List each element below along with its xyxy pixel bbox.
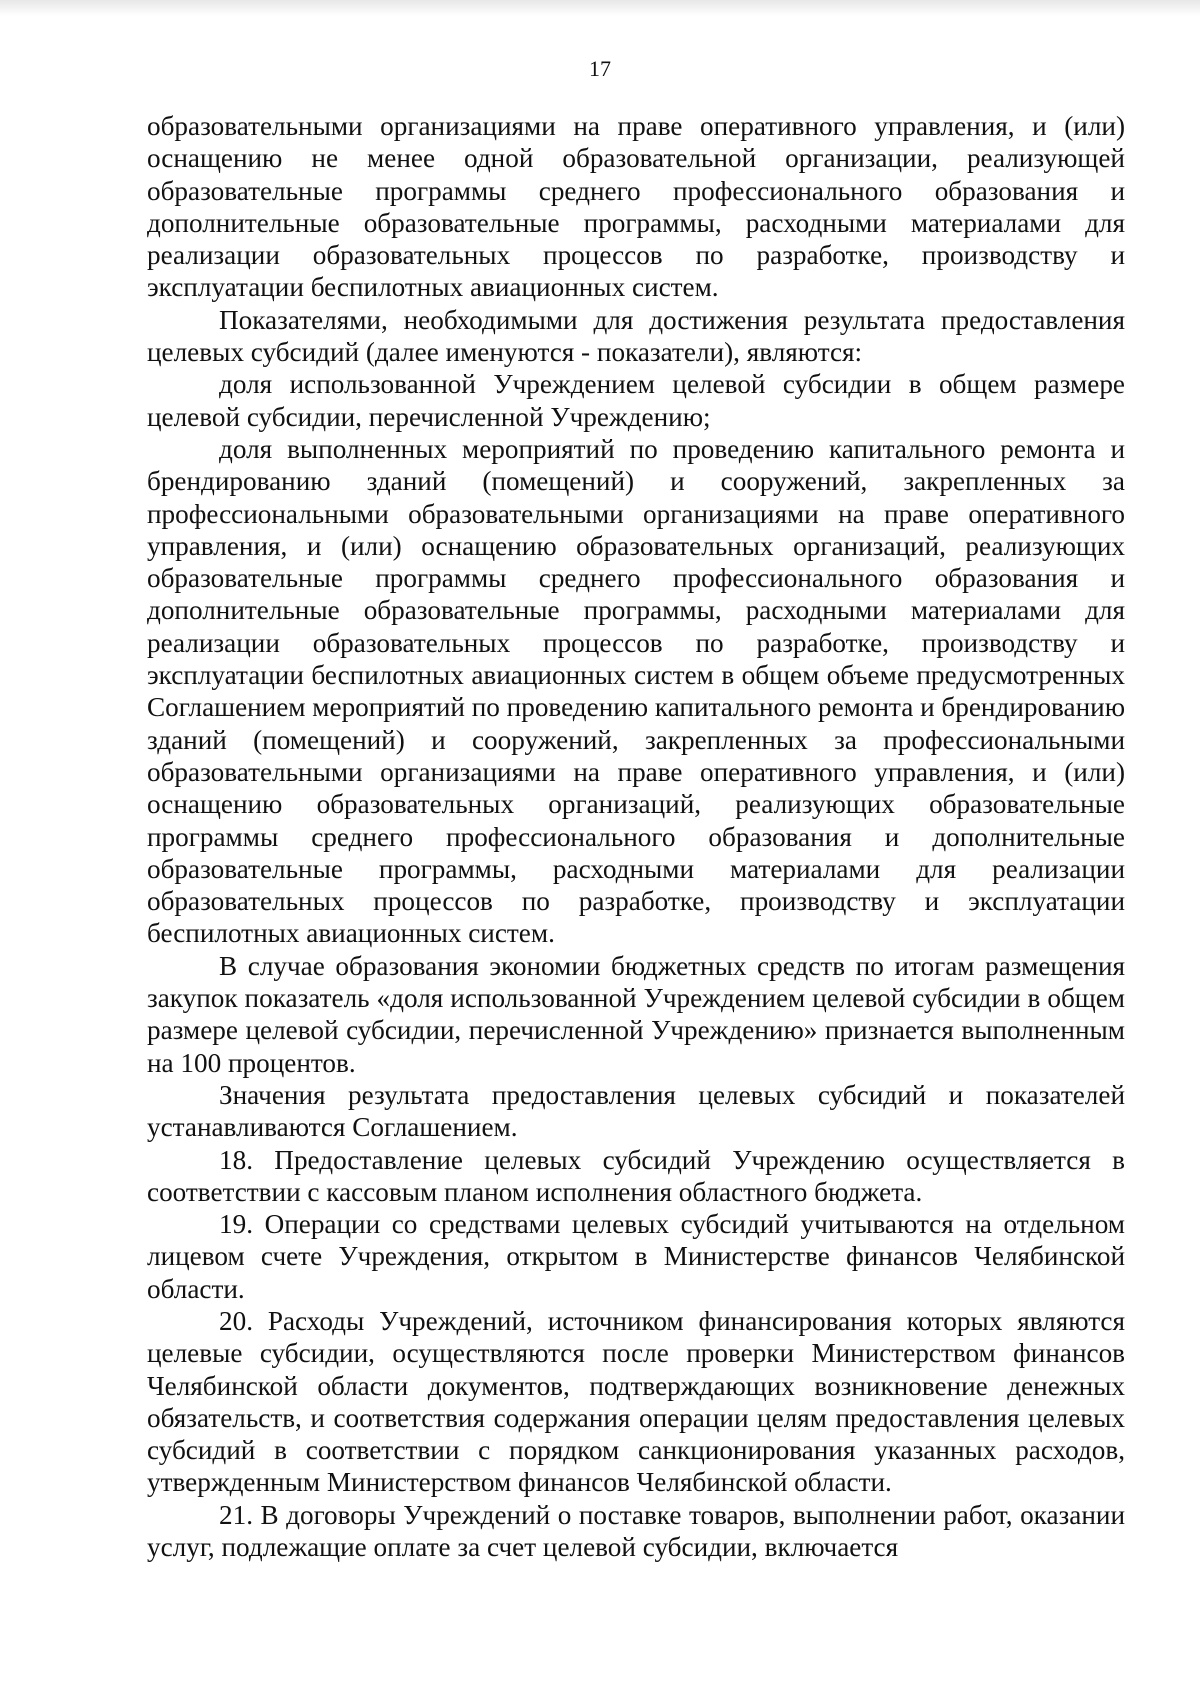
document-body: [147, 110, 1125, 1563]
paragraph: доля использованной Учреждением целевой субсидии в общем размере целевой субсидии, перечисленной Учреждению;: [147, 369, 1125, 432]
paragraph: 18. Предоставление целевых субсидий Учреждению осуществляется в соответствии с кассовым планом исполнения областного бюджета.: [147, 1144, 1125, 1207]
paragraph: В случае образования экономии бюджетных средств по итогам размещения закупок показатель «доля использованной Учреждением целевой субсидии в общем размере целевой субсидии, перечисленной Учреждению» признается выполненным на 100 процентов.: [147, 950, 1125, 1078]
paragraph: образовательными организациями на праве оперативного управления, и (или) оснащению не менее одной образовательной организации, реализующей образовательные программы среднего профессионального образования и дополнительные образовательные программы, расходными материалами для реализации образовательных процессов по разработке, производству и эксплуатации беспилотных авиационных систем.: [147, 111, 1125, 303]
scan-edge: [0, 0, 1200, 16]
paragraph: доля выполненных мероприятий по проведению капитального ремонта и брендированию зданий (помещений) и сооружений, закрепленных за профессиональными образовательными организациями на праве оперативного управления, и (или) оснащению образовательных организаций, реализующих образовательные программы среднего профессионального образования и дополнительные образовательные программы, расходными материалами для реализации образовательных процессов по разработке, производству и эксплуатации беспилотных авиационных систем в общем объеме предусмотренных Соглашением мероприятий по проведению капитального ремонта и брендированию зданий (помещений) и сооружений, закрепленных за профессиональными образовательными организациями на праве оперативного управления, и (или) оснащению образовательных организаций, реализующих образовательные программы среднего профессионального образования и дополнительные образовательные программы, расходными материалами для реализации образовательных процессов по разработке, производству и эксплуатации беспилотных авиационных систем.: [147, 433, 1126, 949]
paragraph: 21. В договоры Учреждений о поставке товаров, выполнении работ, оказании услуг, подлежащие оплате за счет целевой субсидии, включается: [147, 1499, 1125, 1563]
paragraph: Значения результата предоставления целевых субсидий и показателей устанавливаются Соглашением.: [147, 1079, 1125, 1143]
paragraph: 20. Расходы Учреждений, источником финансирования которых являются целевые субсидии, осуществляются после проверки Министерством финансов Челябинской области документов, подтверждающих возникновение денежных обязательств, и соответствия содержания операции целям предоставления целевых субсидий в соответствии с порядком санкционирования указанных расходов, утвержденным Министерством финансов Челябинской области.: [147, 1305, 1125, 1498]
paragraph: 19. Операции со средствами целевых субсидий учитываются на отдельном лицевом счете Учреждения, открытом в Министерстве финансов Челябинской области.: [147, 1209, 1125, 1304]
page-number: 17: [589, 56, 611, 81]
paragraph: Показателями, необходимыми для достижения результата предоставления целевых субсидий (далее именуются - показатели), являются:: [147, 304, 1125, 368]
